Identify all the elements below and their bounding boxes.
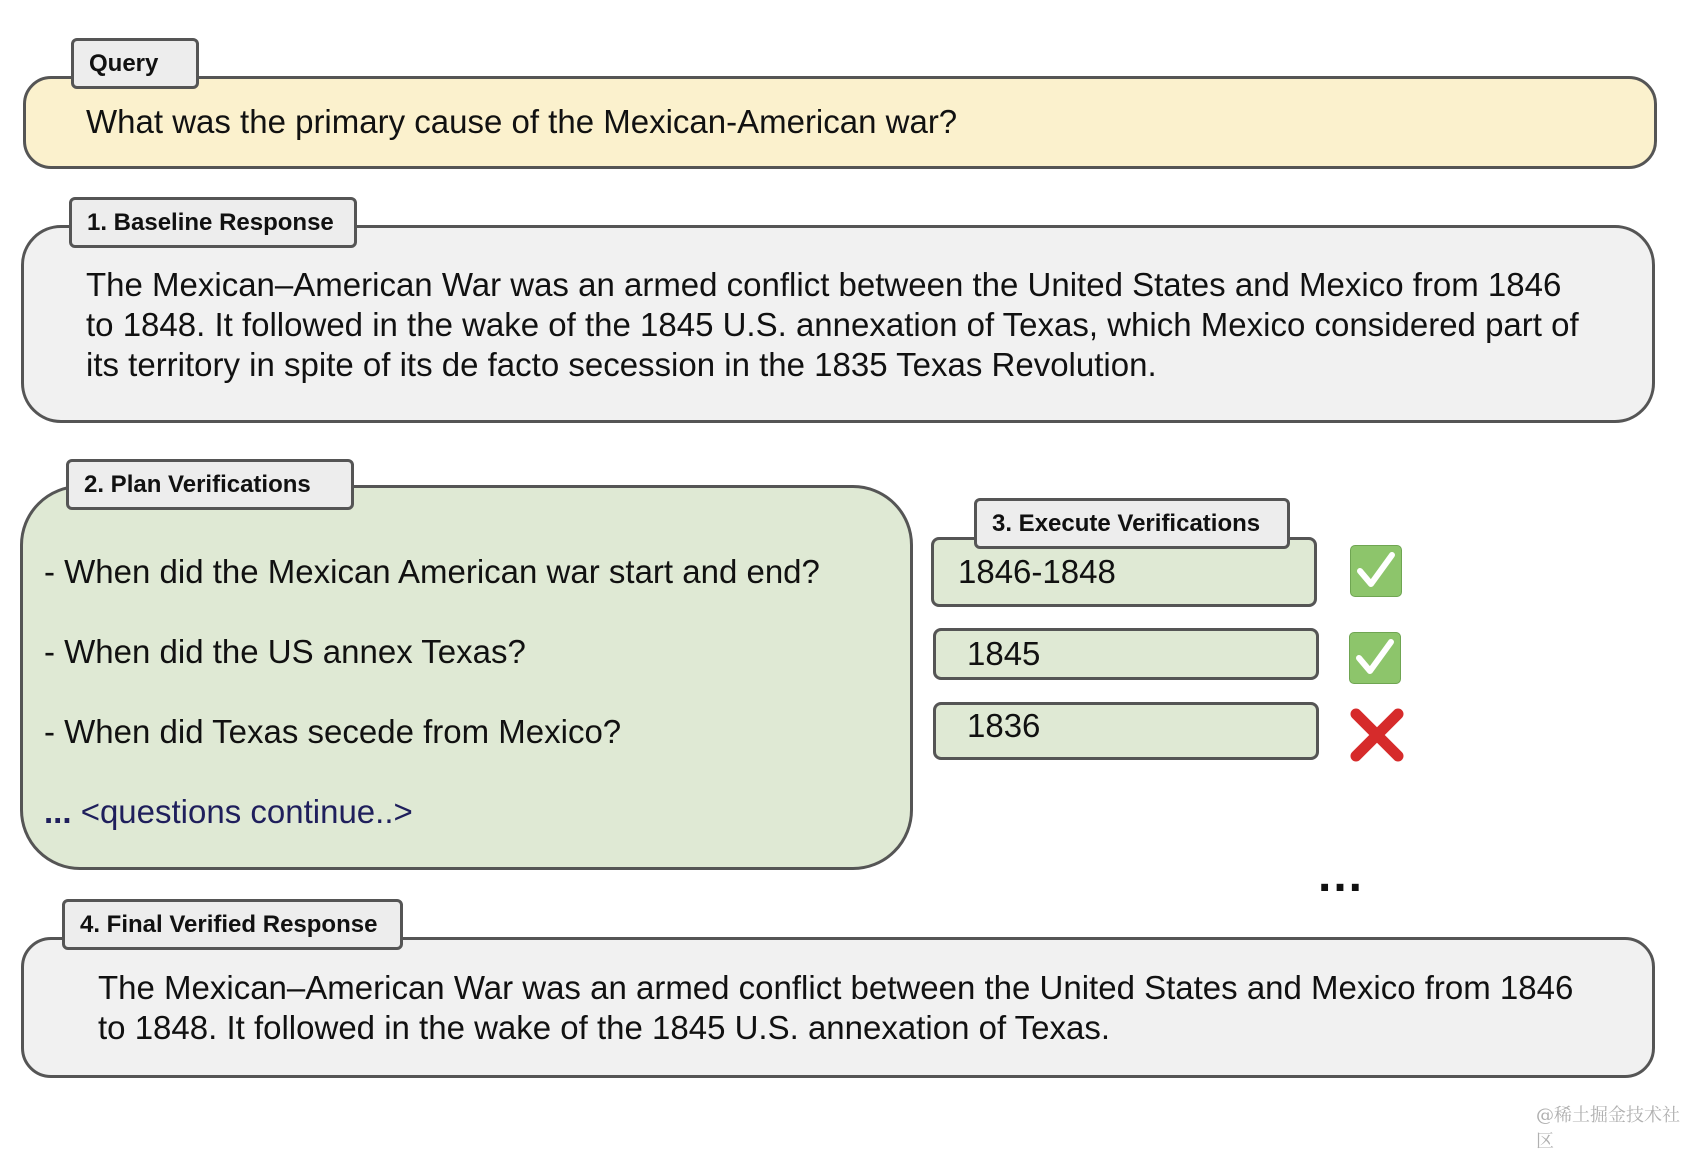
continue-dots: ... (44, 793, 72, 830)
verification-answer (933, 702, 1319, 760)
cross-mark-icon (1348, 706, 1406, 764)
execute-verifications-label: 3. Execute Verifications (974, 498, 1290, 549)
baseline-response-label: 1. Baseline Response (69, 197, 357, 248)
baseline-line: to 1848. It followed in the wake of the 1845 U.S. annexation of Texas, which Mexico considered part of (86, 306, 1579, 343)
plan-question: - When did the Mexican American war start and end? (44, 553, 820, 590)
plan-question: - When did the US annex Texas? (44, 633, 526, 670)
watermark: @稀土掘金技术社区 (1536, 1105, 1680, 1152)
baseline-line: The Mexican–American War was an armed conflict between the United States and Mexico from 1846 (86, 266, 1562, 303)
query-label: Query (71, 38, 199, 89)
verification-answer (933, 628, 1319, 680)
final-line: The Mexican–American War was an armed conflict between the United States and Mexico from 1846 (98, 969, 1574, 1006)
final-line: to 1848. It followed in the wake of the 1845 U.S. annexation of Texas. (98, 1009, 1111, 1046)
check-mark-icon (1350, 545, 1402, 597)
more-verifications-ellipsis: ... (1318, 849, 1365, 902)
verification-answer-value: 1846-1848 (958, 553, 1116, 590)
verification-answer-value: 1836 (967, 707, 1041, 744)
plan-verifications-label: 2. Plan Verifications (66, 459, 354, 510)
final-response-label: 4. Final Verified Response (62, 899, 403, 950)
questions-continue (44, 792, 413, 832)
baseline-line: its territory in spite of its de facto secession in the 1835 Texas Revolution. (86, 346, 1157, 383)
continue-text: <questions continue..> (80, 793, 413, 830)
query-text: What was the primary cause of the Mexican-American war? (86, 103, 958, 140)
plan-question: - When did Texas secede from Mexico? (44, 713, 622, 750)
verification-answer-value: 1845 (967, 635, 1041, 672)
check-mark-icon (1349, 632, 1401, 684)
